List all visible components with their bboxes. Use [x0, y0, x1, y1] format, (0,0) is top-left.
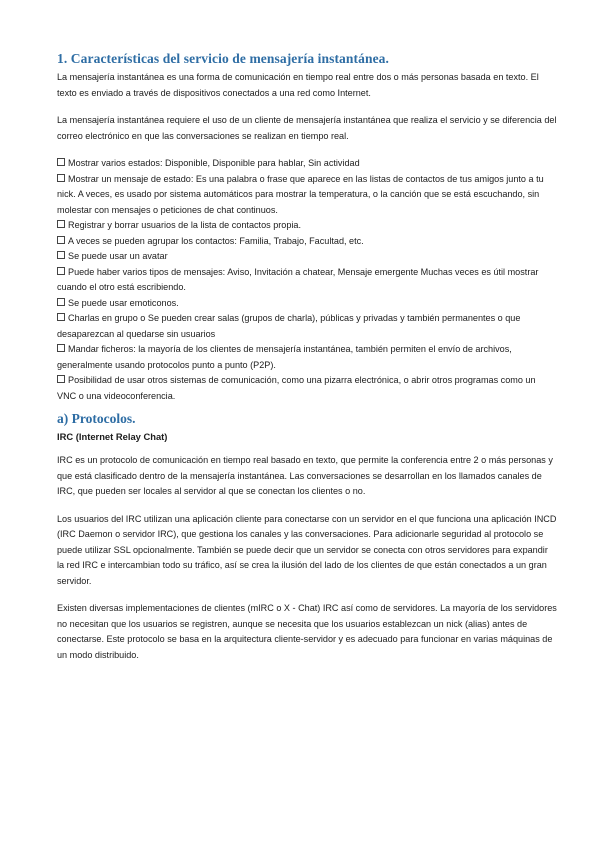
list-item: Se puede usar emoticonos.: [57, 296, 557, 312]
irc-paragraph-1: IRC es un protocolo de comunicación en tiempo real basado en texto, que permite la conferencia entre 2 o más personas y que está clasificado dentro de la mensajería instantánea. Las conversaciones se desarrollan en los llamados canales de IRC, que pueden ser locales al servidor al que se conectan los clientes o no.: [57, 455, 553, 496]
checkbox-bullet-icon: [57, 236, 65, 244]
checkbox-bullet-icon: [57, 267, 65, 275]
checkbox-bullet-icon: [57, 313, 65, 321]
list-item: Posibilidad de usar otros sistemas de comunicación, como una pizarra electrónica, o abrir otros programas como un VNC o una videoconferencia.: [57, 375, 536, 401]
list-item: Puede haber varios tipos de mensajes: Aviso, Invitación a chatear, Mensaje emergente Muchas veces es útil mostrar cuando el otro está escribiendo.: [57, 266, 539, 292]
checkbox-bullet-icon: [57, 298, 65, 306]
irc-paragraph-2: Los usuarios del IRC utilizan una aplicación cliente para conectarse con un servidor en el que funciona una aplicación INCD (IRC Daemon o servidor IRC), que gestiona los canales y las conversaciones. Para adicionarle seguridad al protocolo se puede utilizar SSL opcionalmente. También se puede decir que un servidor se conecta con otros servidores para expandir la red IRC e intercambian todo su tráfico, así se crea la ilusión del lado de los clientes de que están conectados a un gran servidor.: [57, 513, 557, 586]
list-item: Mostrar varios estados: Disponible, Disponible para hablar, Sin actividad: [57, 156, 557, 172]
intro-paragraph-1: La mensajería instantánea es una forma de comunicación en tiempo real entre dos o más personas basada en texto. El texto es enviado a través de dispositivos conectados a una red como Internet.: [57, 72, 539, 98]
list-item: Se puede usar un avatar: [57, 249, 557, 265]
checkbox-bullet-icon: [57, 344, 65, 352]
list-item: A veces se pueden agrupar los contactos: Familia, Trabajo, Facultad, etc.: [57, 234, 557, 250]
intro-paragraph-2: La mensajería instantánea requiere el uso de un cliente de mensajería instantánea que realiza el servicio y se diferencia del correo electrónico en que las conversaciones se realizan en tiempo real.: [57, 115, 557, 141]
list-item: Mostrar un mensaje de estado: Es una palabra o frase que aparece en las listas de contactos de tus amigos junto a tu nick. A veces, es usado por sistema automáticos para mostrar la temperatura, o la canción que se está escuchando, sin molestar con mensajes o peticiones de chat continuos.: [57, 173, 544, 215]
list-item: Mandar ficheros: la mayoría de los clientes de mensajería instantánea, también permiten el envío de archivos, generalmente usando protocolos punto a punto (P2P).: [57, 344, 512, 370]
list-item: Charlas en grupo o Se pueden crear salas (grupos de charla), públicas y privadas y también permanentes o que desaparezcan al quedarse sin usuarios: [57, 313, 521, 339]
list-item: Registrar y borrar usuarios de la lista de contactos propia.: [57, 218, 557, 234]
subsection-heading: a) Protocolos.: [57, 411, 136, 426]
checkbox-bullet-icon: [57, 220, 65, 228]
checkbox-bullet-icon: [57, 251, 65, 259]
irc-paragraph-3: Existen diversas implementaciones de clientes (mIRC o X - Chat) IRC así como de servidores. La mayoría de los servidores no necesitan que los usuarios se registren, aunque se necesita que los usuarios establezcan un nick (alias) antes de conectarse. Este protocolo se basa en la arquitectura cliente-servidor y es adecuado para funcionar en varias máquinas de un modo distribuido.: [57, 603, 557, 660]
checkbox-bullet-icon: [57, 375, 65, 383]
checkbox-bullet-icon: [57, 158, 65, 166]
checkbox-bullet-icon: [57, 174, 65, 182]
document-body: [57, 50, 557, 675]
subsection-subtitle: IRC (Internet Relay Chat): [57, 431, 168, 442]
feature-list: [57, 156, 557, 404]
section-heading: 1. Características del servicio de mensajería instantánea.: [57, 51, 389, 66]
